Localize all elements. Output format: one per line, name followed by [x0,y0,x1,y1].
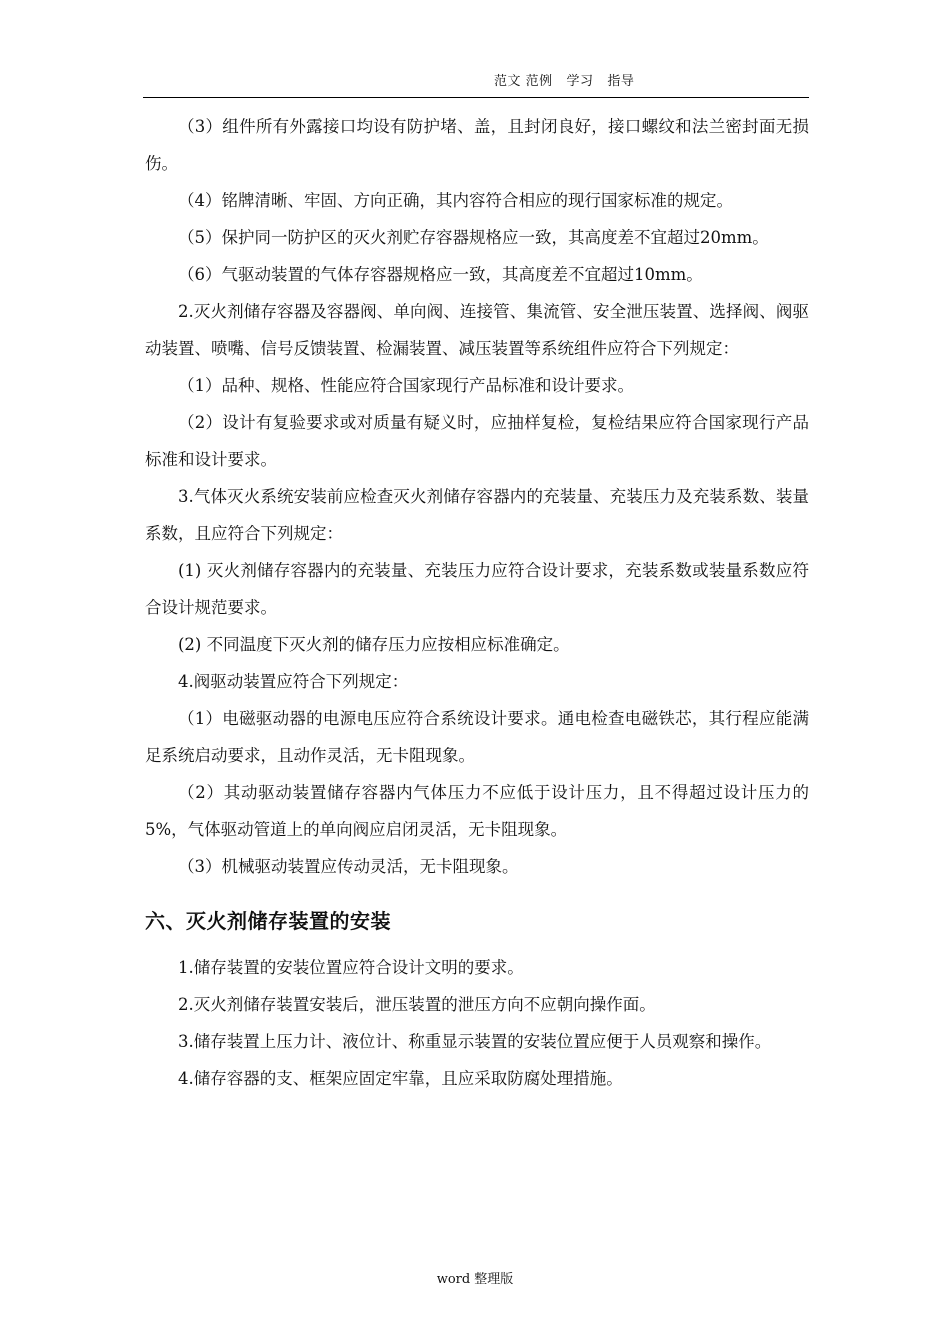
paragraph-install-rule-3: 3.储存装置上压力计、液位计、称重显示装置的安装位置应便于人员观察和操作。 [178,1032,772,1051]
paragraph-item-3-interfaces: （3）组件所有外露接口均设有防护堵、盖，且封闭良好，接口螺纹和法兰密封面无损伤。 [145,117,809,173]
paragraph-rule-2-components: 2.灭火剂储存容器及容器阀、单向阀、连接管、集流管、安全泄压装置、选择阀、阀驱动装置、喷嘴、信号反馈装置、检漏装置、减压装置等系统组件应符合下列规定： [145,302,809,358]
paragraph-rule-3-filling-check: 3.气体灭火系统安装前应检查灭火剂储存容器内的充装量、充装压力及充装系数、装量系数，且应符合下列规定： [145,487,809,543]
section-heading: 六、灭火剂储存装置的安装 [145,909,391,933]
paragraph-rule-4-item-1: （1）电磁驱动器的电源电压应符合系统设计要求。通电检查电磁铁芯，其行程应能满足系统启动要求，且动作灵活，无卡阻现象。 [145,709,809,765]
paragraph-install-rule-4: 4.储存容器的支、框架应固定牢靠，且应采取防腐处理措施。 [178,1069,623,1088]
paragraph-item-4-nameplate: （4）铭牌清晰、牢固、方向正确，其内容符合相应的现行国家标准的规定。 [178,191,733,210]
paragraph-rule-2-item-1: （1）品种、规格、性能应符合国家现行产品标准和设计要求。 [178,376,634,395]
paragraph-rule-2-item-2: （2）设计有复验要求或对质量有疑义时，应抽样复检，复检结果应符合国家现行产品标准和设计要求。 [145,413,809,469]
paragraph-rule-4-valve-drive: 4.阀驱动装置应符合下列规定： [178,672,409,691]
document-body [145,108,809,1097]
paragraph-install-rule-2: 2.灭火剂储存装置安装后，泄压装置的泄压方向不应朝向操作面。 [178,995,656,1014]
header-divider [143,97,809,98]
paragraph-rule-4-item-2: （2）其动驱动装置储存容器内气体压力不应低于设计压力，且不得超过设计压力的5%，气体驱动管道上的单向阀应启闭灵活，无卡阻现象。 [145,783,809,839]
page-footer: word 整理版 [436,1272,514,1287]
paragraph-rule-3-item-2: (2) 不同温度下灭火剂的储存压力应按相应标准确定。 [178,635,570,654]
paragraph-item-6-gas-drive-spec: （6）气驱动装置的气体存容器规格应一致，其高度差不宜超过10mm。 [178,265,703,284]
paragraph-rule-3-item-1: (1) 灭火剂储存容器内的充装量、充装压力应符合设计要求，充装系数或装量系数应符合设计规范要求。 [145,561,809,617]
paragraph-item-5-container-spec: （5）保护同一防护区的灭火剂贮存容器规格应一致，其高度差不宜超过20mm。 [178,228,769,247]
paragraph-install-rule-1: 1.储存装置的安装位置应符合设计文明的要求。 [178,958,524,977]
page-header: 范文 范例 学习 指导 [494,74,635,89]
paragraph-rule-4-item-3: （3）机械驱动装置应传动灵活，无卡阻现象。 [178,857,519,876]
